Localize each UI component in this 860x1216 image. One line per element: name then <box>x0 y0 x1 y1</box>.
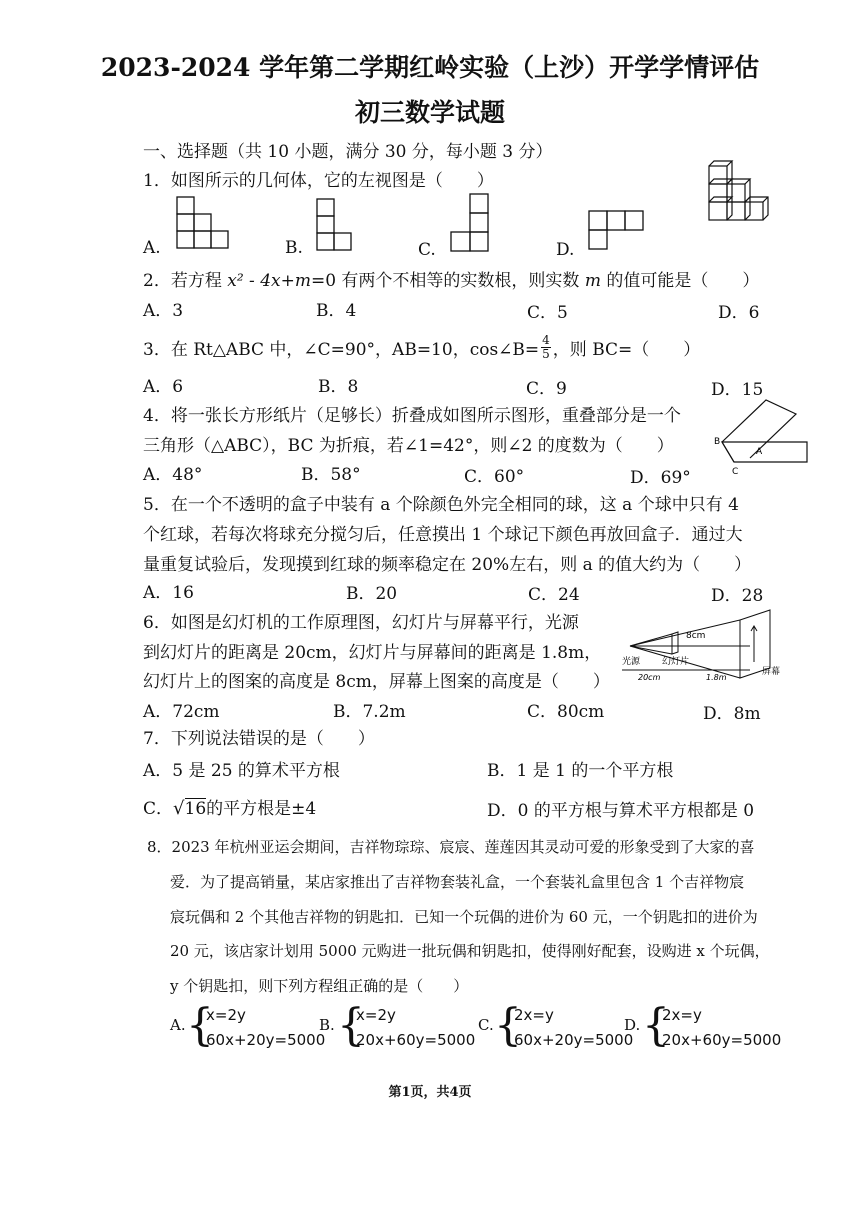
q4-option-d: D．69° <box>630 468 691 488</box>
q4-option-a: A．48° <box>143 465 203 485</box>
q6-option-c: C．80cm <box>527 702 605 722</box>
q1-option-c-label: C. <box>418 240 436 260</box>
q1-solid-figure <box>705 158 773 226</box>
page-title: 2023-2024 学年第二学期红岭实验（上沙）开学学情评估 <box>100 53 760 82</box>
q5-option-d: D．28 <box>711 586 764 606</box>
q5-option-a: A．16 <box>143 583 194 603</box>
svg-text:1.8m: 1.8m <box>706 673 727 682</box>
q5-option-c: C．24 <box>528 585 580 605</box>
svg-text:B: B <box>714 437 721 447</box>
q1-option-c-figure <box>449 193 489 253</box>
q8-option-d-label: D. <box>624 1016 641 1034</box>
q8-option-d-eq1: 2x=y <box>662 1006 702 1024</box>
q4-option-c: C．60° <box>464 467 525 487</box>
q3-fraction: $\frac{4}{5}$ <box>542 333 550 361</box>
q1-option-b-label: B. <box>285 238 303 258</box>
q3-option-a: A．6 <box>143 377 184 397</box>
q8-option-b-brace: { <box>337 1000 365 1051</box>
svg-text:屏幕: 屏幕 <box>762 667 781 677</box>
q8-option-d-brace: { <box>642 1000 670 1051</box>
q1-option-a-label: A. <box>143 238 161 258</box>
q5-line2: 个红球，若每次将球充分搅匀后，任意摸出 1 个球记下颜色再放回盒子．通过大 <box>143 525 743 545</box>
q1-option-b-figure <box>316 198 356 252</box>
q7-option-a: A．5 是 25 的算术平方根 <box>143 761 340 781</box>
q6-option-b: B．7.2m <box>333 702 406 722</box>
q8-option-c-eq1: 2x=y <box>514 1006 554 1024</box>
q6-line3: 幻灯片上的图案的高度是 8cm，屏幕上图案的高度是（ ） <box>143 672 610 692</box>
q3-option-d: D．15 <box>711 380 764 400</box>
q4-line2: 三角形（△ABC），BC 为折痕，若∠1=42°，则∠2 的度数为（ ） <box>143 436 674 456</box>
q8-option-c-eq2: 60x+20y=5000 <box>514 1031 634 1049</box>
svg-text:光源: 光源 <box>622 657 641 667</box>
q8-option-a-label: A. <box>170 1016 186 1034</box>
q4-option-b: B．58° <box>301 465 361 485</box>
q7-option-b: B．1 是 1 的一个平方根 <box>487 761 674 781</box>
q8-line5: y 个钥匙扣，则下列方程组正确的是（ ） <box>170 977 469 995</box>
q8-option-a-eq1: x=2y <box>206 1006 246 1024</box>
q6-projector-figure <box>622 606 787 686</box>
q6-option-a: A．72cm <box>143 702 220 722</box>
q8-line2: 爱．为了提高销量，某店家推出了吉祥物套装礼盒，一个套装礼盒里包含 1 个吉祥物宸 <box>170 873 745 891</box>
q8-option-b-label: B. <box>319 1016 335 1034</box>
q1-option-d-label: D. <box>556 240 575 260</box>
q2-option-a: A．3 <box>143 301 184 321</box>
q2-option-d: D．6 <box>718 303 760 323</box>
q7-option-c: C．√16的平方根是±4 <box>143 798 317 819</box>
q8-option-a-brace: { <box>186 1000 214 1051</box>
q1-stem: 1．如图所示的几何体，它的左视图是（ ） <box>143 171 494 191</box>
q8-option-d-eq2: 20x+60y=5000 <box>662 1031 782 1049</box>
q8-option-a-eq2: 60x+20y=5000 <box>206 1031 326 1049</box>
q8-line4: 20 元，该店家计划用 5000 元购进一批玩偶和钥匙扣，使得刚好配套，设购进 x 个玩偶， <box>170 942 770 960</box>
page-subtitle: 初三数学试题 <box>354 98 505 127</box>
q4-folded-paper-figure <box>712 392 812 478</box>
section-heading: 一、选择题（共 10 小题，满分 30 分，每小题 3 分） <box>143 142 553 162</box>
q6-line1: 6．如图是幻灯机的工作原理图，幻灯片与屏幕平行，光源 <box>143 613 579 633</box>
q6-line2: 到幻灯片的距离是 20cm，幻灯片与屏幕间的距离是 1.8m， <box>143 643 602 663</box>
q1-option-d-figure <box>588 210 648 252</box>
svg-text:20cm: 20cm <box>638 673 661 682</box>
q8-option-c-brace: { <box>494 1000 522 1051</box>
q5-line1: 5．在一个不透明的盒子中装有 a 个除颜色外完全相同的球，这 a 个球中只有 4 <box>143 495 739 515</box>
q8-option-b-eq2: 20x+60y=5000 <box>356 1031 476 1049</box>
q1-option-a-figure <box>176 196 232 250</box>
q2-equation: x² - 4x+m <box>227 271 311 291</box>
q6-option-d: D．8m <box>703 704 761 724</box>
q2-option-b: B．4 <box>316 301 357 321</box>
svg-text:A: A <box>756 447 763 457</box>
q3-option-b: B．8 <box>318 377 359 397</box>
svg-text:C: C <box>732 467 739 477</box>
q7-option-d: D．0 的平方根与算术平方根都是 0 <box>487 801 755 821</box>
svg-text:幻灯片: 幻灯片 <box>662 657 690 667</box>
q4-line1: 4．将一张长方形纸片（足够长）折叠成如图所示图形，重叠部分是一个 <box>143 406 681 426</box>
q8-line1: 8．2023 年杭州亚运会期间，吉祥物琮琮、宸宸、莲莲因其灵动可爱的形象受到了大家的喜 <box>147 838 755 856</box>
q2-stem: 2．若方程 x² - 4x+m=0 有两个不相等的实数根，则实数 m 的值可能是（ ） <box>143 271 760 291</box>
q2-option-c: C．5 <box>527 303 568 323</box>
q8-line3: 宸玩偶和 2 个其他吉祥物的钥匙扣．已知一个玩偶的进价为 60 元，一个钥匙扣的进价为 <box>170 908 758 926</box>
q5-option-b: B．20 <box>346 584 398 604</box>
sqrt-symbol: √ <box>173 798 185 819</box>
q8-option-b-eq1: x=2y <box>356 1006 396 1024</box>
q7-stem: 7．下列说法错误的是（ ） <box>143 729 375 749</box>
svg-text:8cm: 8cm <box>686 631 706 641</box>
q3-stem: 3．在 Rt△ABC 中，∠C=90°，AB=10，cos∠B= $\frac{4}{5}$ ，则 BC=（ ） <box>143 333 701 361</box>
q3-option-c: C．9 <box>526 379 567 399</box>
page-number: 第1页，共4页 <box>388 1085 472 1100</box>
q5-line3: 量重复试验后，发现摸到红球的频率稳定在 20%左右，则 a 的值大约为（ ） <box>143 555 752 575</box>
q8-option-c-label: C. <box>478 1016 494 1034</box>
